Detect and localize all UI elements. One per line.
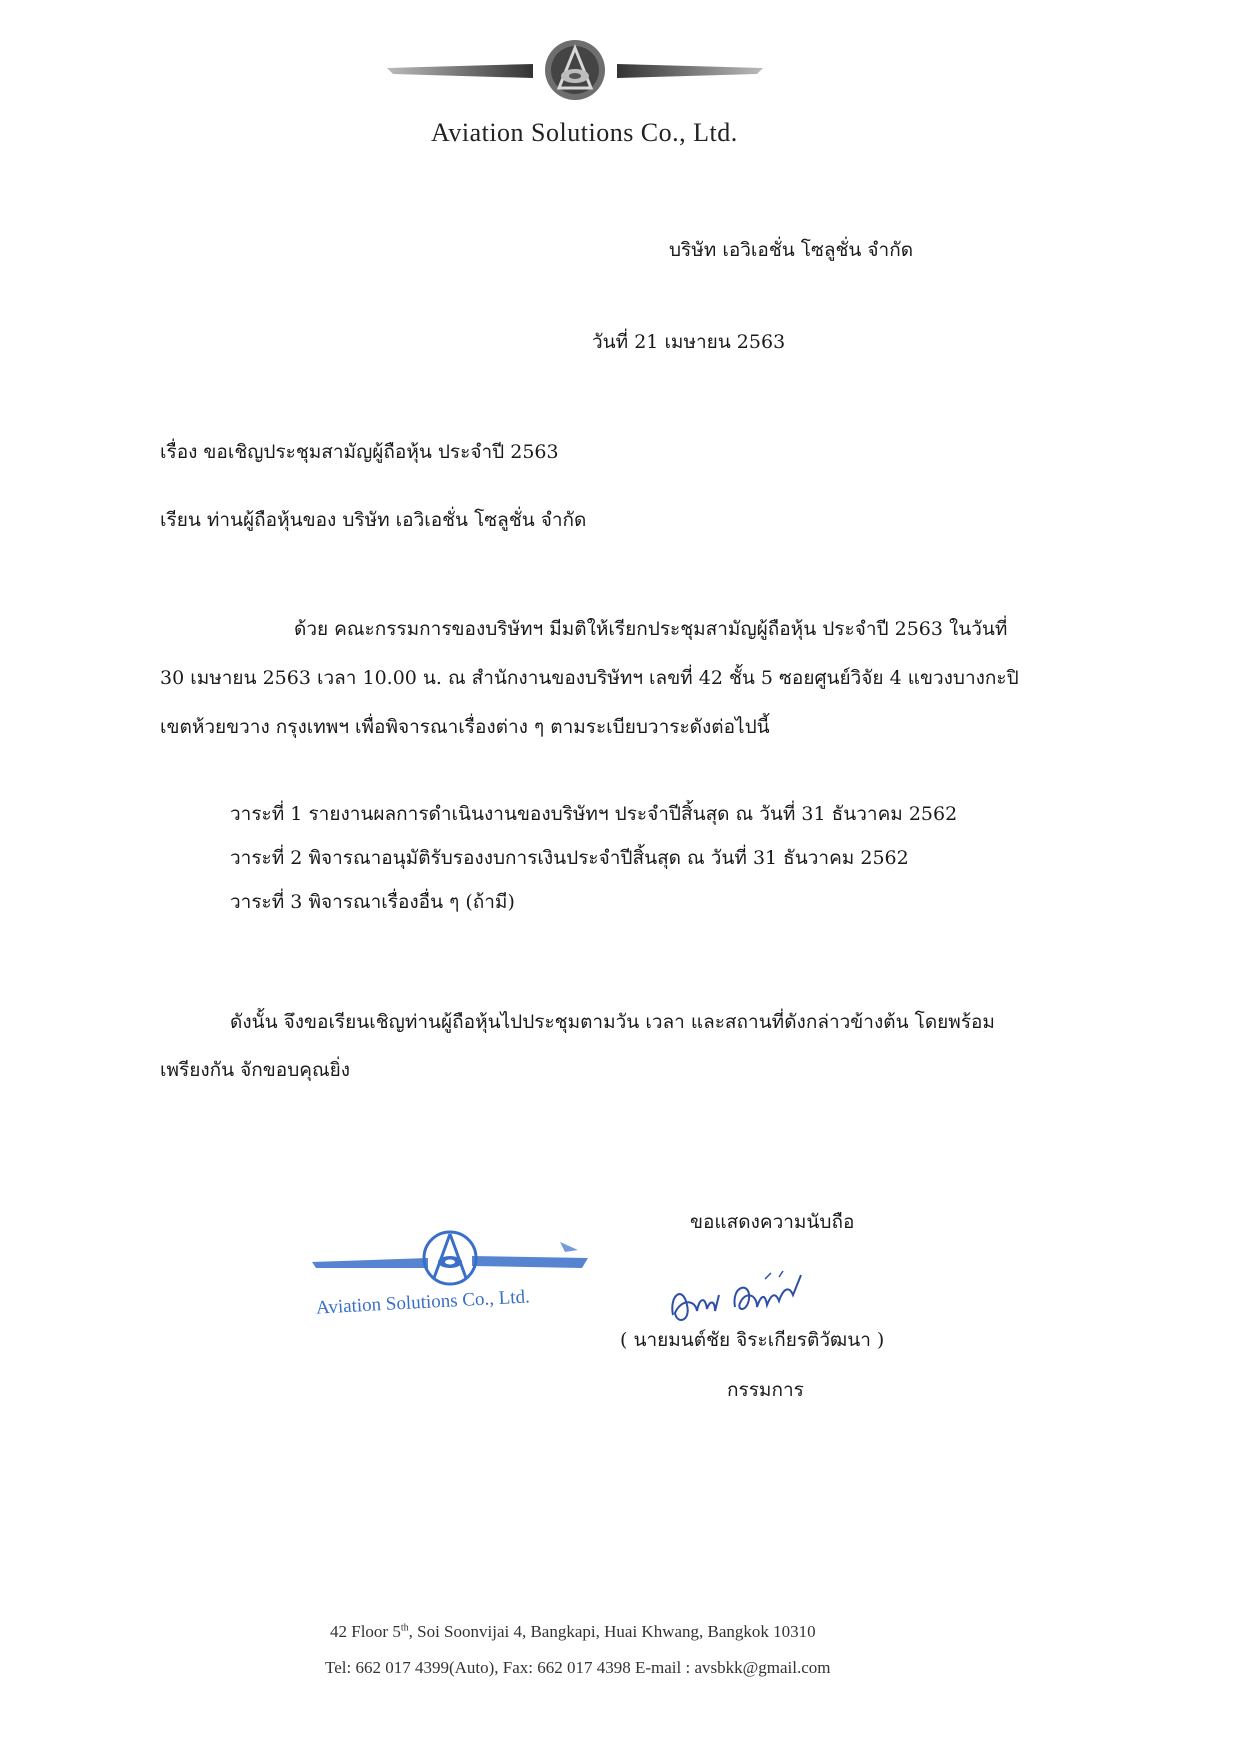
letter-salutation: เรียน ท่านผู้ถือหุ้นของ บริษัท เอวิเอชั่น โซลูชั่น จำกัด xyxy=(160,509,587,531)
company-stamp xyxy=(310,1220,590,1330)
sender-company: บริษัท เอวิเอชั่น โซลูชั่น จำกัด xyxy=(669,239,914,261)
stamp-company-name: Aviation Solutions Co., Ltd. xyxy=(315,1286,531,1319)
footer-address-rest: , Soi Soonvijai 4, Bangkapi, Huai Khwang, Bangkok 10310 xyxy=(408,1622,816,1641)
footer-address xyxy=(330,1622,816,1642)
footer-address-sup: th xyxy=(400,1622,409,1634)
letter-date: วันที่ 21 เมษายน 2563 xyxy=(592,331,786,353)
agenda-item-3: วาระที่ 3 พิจารณาเรื่องอื่น ๆ (ถ้ามี) xyxy=(230,891,515,913)
closing-line-1: ดังนั้น จึงขอเรียนเชิญท่านผู้ถือหุ้นไปประชุมตามวัน เวลา และสถานที่ดังกล่าวข้างต้น โดยพร้อม xyxy=(230,1011,995,1033)
signoff: ขอแสดงความนับถือ xyxy=(690,1211,855,1233)
footer-address-prefix: 42 Floor 5 xyxy=(330,1622,401,1641)
airplane-logo-icon xyxy=(385,38,765,118)
body-line-1: ด้วย คณะกรรมการของบริษัทฯ มีมติให้เรียกประชุมสามัญผู้ถือหุ้น ประจำปี 2563 ในวันที่ xyxy=(294,618,1008,640)
body-line-3: เขตห้วยขวาง กรุงเทพฯ เพื่อพิจารณาเรื่องต่าง ๆ ตามระเบียบวาระดังต่อไปนี้ xyxy=(160,716,770,738)
footer-contact: Tel: 662 017 4399(Auto), Fax: 662 017 4398 E-mail : avsbkk@gmail.com xyxy=(325,1658,831,1677)
letter-subject: เรื่อง ขอเชิญประชุมสามัญผู้ถือหุ้น ประจำปี 2563 xyxy=(160,441,559,463)
signatory-title: กรรมการ xyxy=(727,1379,804,1401)
agenda-item-2: วาระที่ 2 พิจารณาอนุมัติรับรองงบการเงินประจำปีสิ้นสุด ณ วันที่ 31 ธันวาคม 2562 xyxy=(230,847,909,869)
body-line-2: 30 เมษายน 2563 เวลา 10.00 น. ณ สำนักงานของบริษัทฯ เลขที่ 42 ชั้น 5 ซอยศูนย์วิจัย 4 แขวงบางกะปิ xyxy=(160,667,1019,689)
agenda-item-1: วาระที่ 1 รายงานผลการดำเนินงานของบริษัทฯ ประจำปีสิ้นสุด ณ วันที่ 31 ธันวาคม 2562 xyxy=(230,803,958,825)
letterhead-logo xyxy=(385,38,765,150)
closing-line-2: เพรียงกัน จักขอบคุณยิ่ง xyxy=(160,1059,351,1081)
handwritten-signature xyxy=(665,1255,825,1335)
airplane-stamp-icon xyxy=(310,1220,590,1300)
company-name-logo-text: Aviation Solutions Co., Ltd. xyxy=(431,118,738,147)
signatory-name: ( นายมนต์ชัย จิระเกียรติวัฒนา ) xyxy=(620,1329,885,1351)
